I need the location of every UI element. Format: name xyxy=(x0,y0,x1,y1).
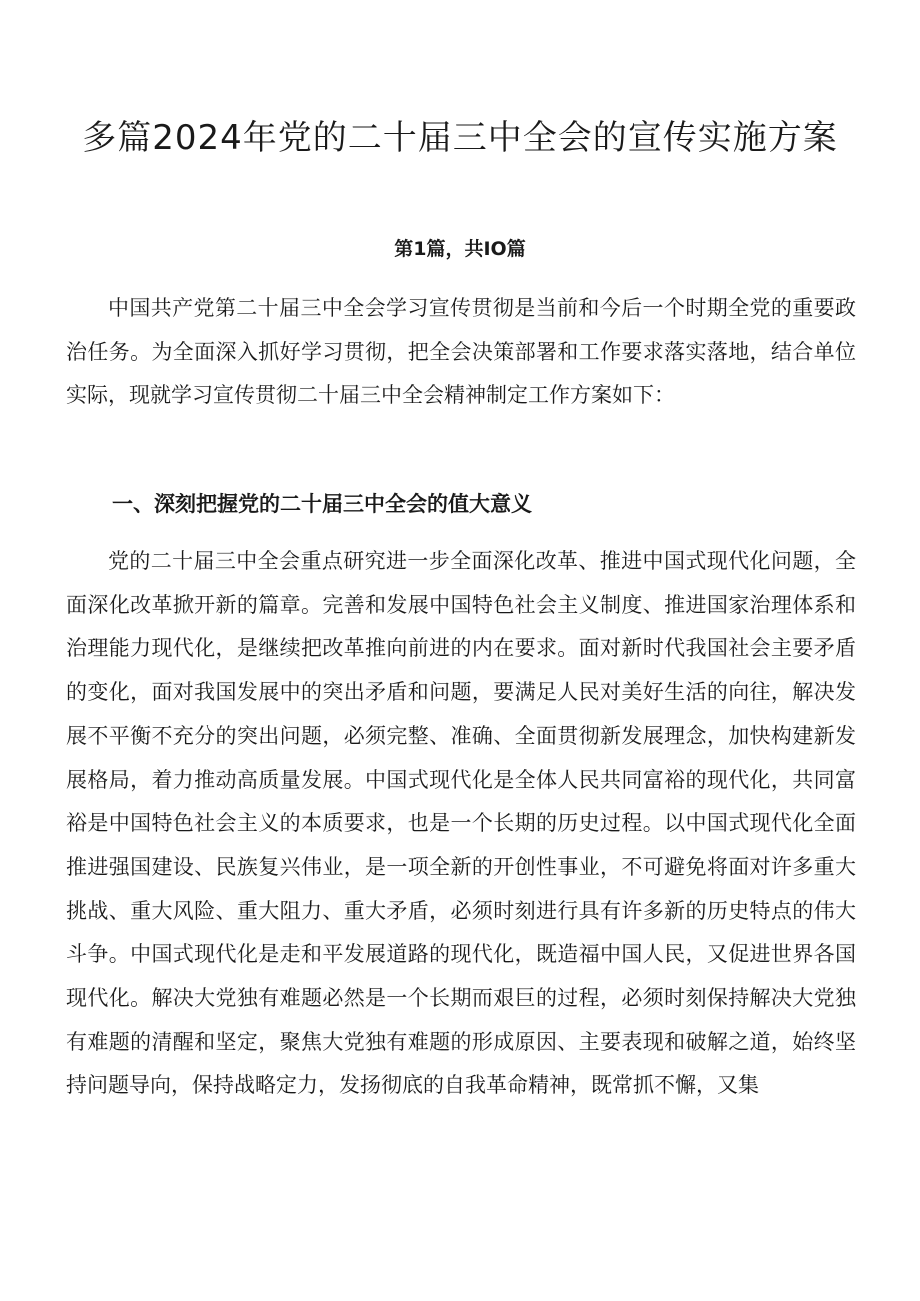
section-paragraph: 党的二十届三中全会重点研究进一步全面深化改革、推进中国式现代化问题，全面深化改革掀开新的篇章。完善和发展中国特色社会主义制度、推进国家治理体系和治理能力现代化，是继续把改革推向前进的内在要求。面对新时代我国社会主要矛盾的变化，面对我国发展中的突出矛盾和问题，要满足人民对美好生活的向往，解决发展不平衡不充分的突出问题，必须完整、准确、全面贯彻新发展理念，加快构建新发展格局，着力推动高质量发展。中国式现代化是全体人民共同富裕的现代化，共同富裕是中国特色社会主义的本质要求，也是一个长期的历史过程。以中国式现代化全面推进强国建设、民族复兴伟业，是一项全新的开创性事业，不可避免将面对许多重大挑战、重大风险、重大阻力、重大矛盾，必须时刻进行具有许多新的历史特点的伟大斗争。中国式现代化是走和平发展道路的现代化，既造福中国人民，又促进世界各国现代化。解决大党独有难题必然是一个长期而艰巨的过程，必须时刻保持解决大党独有难题的清醒和坚定，聚焦大党独有难题的形成原因、主要表现和破解之道，始终坚持问题导向，保持战略定力，发扬彻底的自我革命精神，既常抓不懈，又集 xyxy=(66,549,856,1098)
intro-paragraph: 中国共产党第二十届三中全会学习宣传贯彻是当前和今后一个时期全党的重要政治任务。为全面深入抓好学习贯彻，把全会决策部署和工作要求落实落地，结合单位实际，现就学习宣传贯彻二十届三中全会精神制定工作方案如下： xyxy=(66,296,856,408)
document-title: 多篇2024年党的二十届三中全会的宣传实施方案 xyxy=(82,118,838,158)
section-heading: 一、深刻把握党的二十届三中全会的值大意义 xyxy=(112,492,532,516)
part-label: 第1篇，共IO篇 xyxy=(394,238,526,260)
